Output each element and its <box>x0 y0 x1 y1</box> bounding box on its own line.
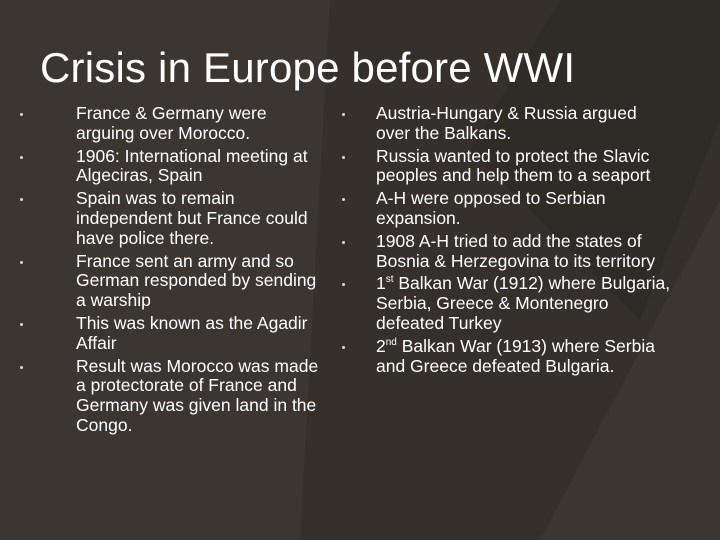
bullet-icon <box>20 366 23 369</box>
slide-title: Crisis in Europe before WWI <box>40 44 576 91</box>
list-item <box>20 147 320 187</box>
list-item <box>342 232 672 272</box>
list-item-text: France sent an army and so German responded by sending a warship <box>76 250 317 311</box>
list-item-text: 1908 A-H tried to add the states of Bosnia & Herzegovina to its territory <box>376 230 656 271</box>
list-item <box>342 189 672 229</box>
left-column <box>20 104 320 439</box>
list-item-text: Result was Morocco was made a protectorate of France and Germany was given land in the Congo. <box>76 355 319 435</box>
list-item-text: France & Germany were arguing over Morocco. <box>76 103 267 143</box>
list-item <box>20 314 320 354</box>
left-bullet-list <box>20 104 320 436</box>
bullet-icon <box>342 283 345 286</box>
right-column <box>342 104 672 379</box>
bullet-icon <box>20 198 23 201</box>
list-item <box>20 357 320 436</box>
list-item-text: Austria-Hungary & Russia argued over the Balkans. <box>376 103 637 143</box>
bullet-icon <box>342 156 345 159</box>
list-item-text: Spain was to remain independent but France could have police there. <box>76 188 308 248</box>
bullet-icon <box>20 261 23 264</box>
list-item <box>342 274 672 333</box>
right-bullet-list <box>342 104 672 376</box>
bullet-icon <box>20 156 23 159</box>
list-item <box>20 104 320 144</box>
list-item-text: 2nd Balkan War (1913) where Serbia and Greece defeated Bulgaria. <box>376 335 655 376</box>
list-item-text: 1st Balkan War (1912) where Bulgaria, Serbia, Greece & Montenegro defeated Turkey <box>376 273 671 333</box>
bullet-icon <box>342 113 345 116</box>
list-item-text: 1906: International meeting at Algeciras, Spain <box>76 145 308 186</box>
list-item-text: Russia wanted to protect the Slavic peoples and help them to a seaport <box>376 145 651 186</box>
list-item <box>20 189 320 248</box>
bullet-icon <box>342 198 345 201</box>
bullet-icon <box>20 113 23 116</box>
list-item-text: This was known as the Agadir Affair <box>76 312 308 353</box>
list-item-text: A-H were opposed to Serbian expansion. <box>376 188 606 228</box>
list-item <box>20 252 320 311</box>
list-item <box>342 337 672 377</box>
bullet-icon <box>20 323 23 326</box>
bullet-icon <box>342 346 345 349</box>
list-item <box>342 104 672 144</box>
list-item <box>342 147 672 187</box>
bullet-icon <box>342 241 345 244</box>
